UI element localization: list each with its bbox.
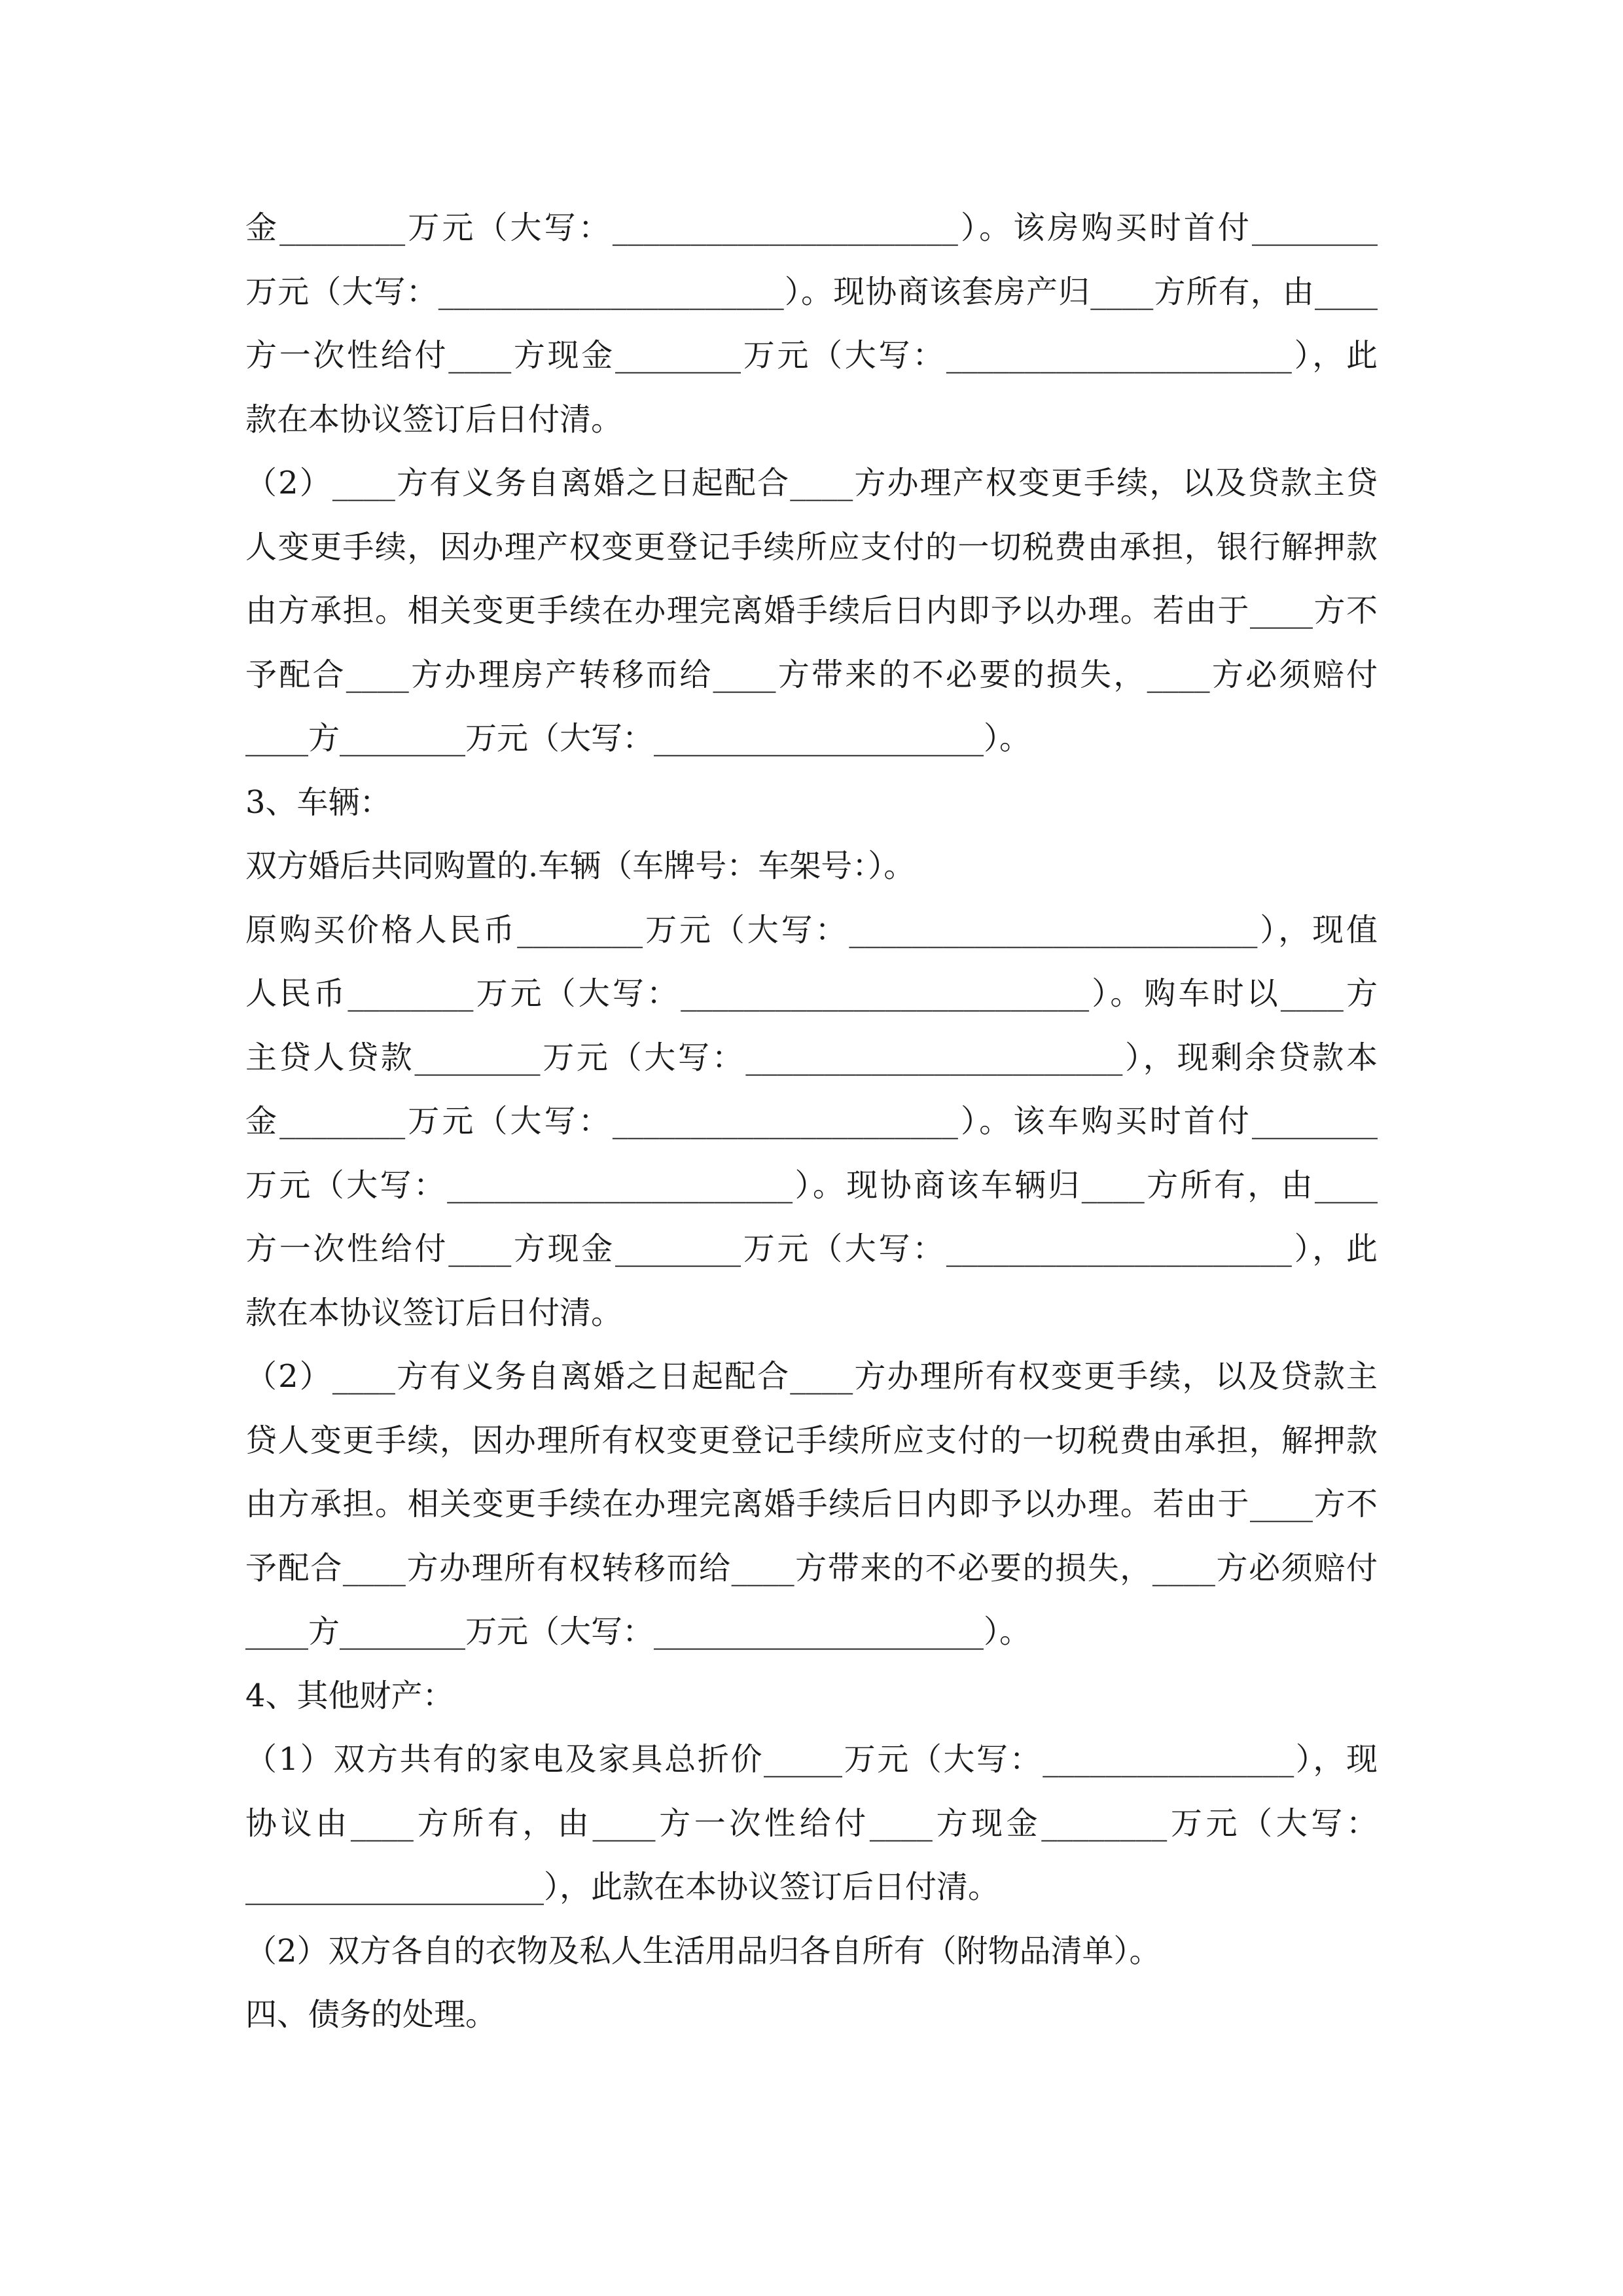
text-line-28: （2）双方各自的衣物及私人生活用品归各自所有（附物品清单）。: [245, 1932, 1161, 1969]
text-line-25: （1）双方共有的家电及家具总折价_____万元（大写：________________），现: [245, 1741, 1378, 1778]
text-line-21: 由方承担。相关变更手续在办理完离婚手续后日内即予以办理。若由于____方不: [245, 1486, 1378, 1522]
text-line-22: 予配合____方办理所有权转移而给____方带来的不必要的损失，____方必须赔付: [245, 1549, 1378, 1587]
section-heading-debts: 四、债务的处理。: [245, 1996, 497, 2033]
text-line-17: 方一次性给付____方现金________万元（大写：______________________），此: [245, 1230, 1378, 1267]
text-line-4: 款在本协议签订后日付清。: [245, 401, 623, 438]
text-line-14: 主贷人贷款________万元（大写：________________________），现剩余贷款本: [245, 1039, 1378, 1076]
section-heading-other-property: 4、其他财产：: [245, 1677, 454, 1714]
text-line-26: 协议由____方所有，由____方一次性给付____方现金________万元（大写：: [245, 1804, 1378, 1842]
text-line-8: 予配合____方办理房产转移而给____方带来的不必要的损失，____方必须赔付: [245, 656, 1378, 693]
text-line-12: 原购买价格人民币________万元（大写：__________________________），现值: [245, 911, 1378, 948]
text-line-1: 金________万元（大写：______________________）。该房购买时首付________: [245, 209, 1378, 246]
text-line-3: 方一次性给付____方现金________万元（大写：______________________），此: [245, 337, 1378, 374]
text-line-19: （2）____方有义务自离婚之日起配合____方办理所有权变更手续，以及贷款主: [245, 1358, 1378, 1395]
text-line-18: 款在本协议签订后日付清。: [245, 1294, 623, 1331]
section-heading-vehicle: 3、车辆：: [245, 783, 391, 821]
text-line-13: 人民币________万元（大写：__________________________）。购车时以____方: [245, 975, 1378, 1012]
text-line-5: （2）____方有义务自离婚之日起配合____方办理产权变更手续，以及贷款主贷: [245, 465, 1378, 501]
text-line-20: 贷人变更手续，因办理所有权变更登记手续所应支付的一切税费由承担，解押款: [245, 1422, 1378, 1459]
document-page: [245, 196, 1378, 2047]
text-line-6: 人变更手续，因办理产权变更登记手续所应支付的一切税费由承担，银行解押款: [245, 528, 1378, 565]
text-line-27: ___________________），此款在本协议签订后日付清。: [245, 1869, 1000, 1905]
text-line-16: 万元（大写：______________________）。现协商该车辆归____方所有，由____: [245, 1166, 1378, 1204]
text-line-7: 由方承担。相关变更手续在办理完离婚手续后日内即予以办理。若由于____方不: [245, 592, 1378, 629]
text-line-15: 金________万元（大写：______________________）。该车购买时首付________: [245, 1103, 1378, 1139]
text-line-23: ____方________万元（大写：_____________________）。: [245, 1613, 1031, 1650]
text-line-11: 双方婚后共同购置的.车辆（车牌号：车架号：）。: [245, 848, 916, 884]
text-line-2: 万元（大写：______________________）。现协商该套房产归____方所有，由____: [245, 273, 1378, 310]
text-line-9: ____方________万元（大写：_____________________）。: [245, 720, 1031, 757]
